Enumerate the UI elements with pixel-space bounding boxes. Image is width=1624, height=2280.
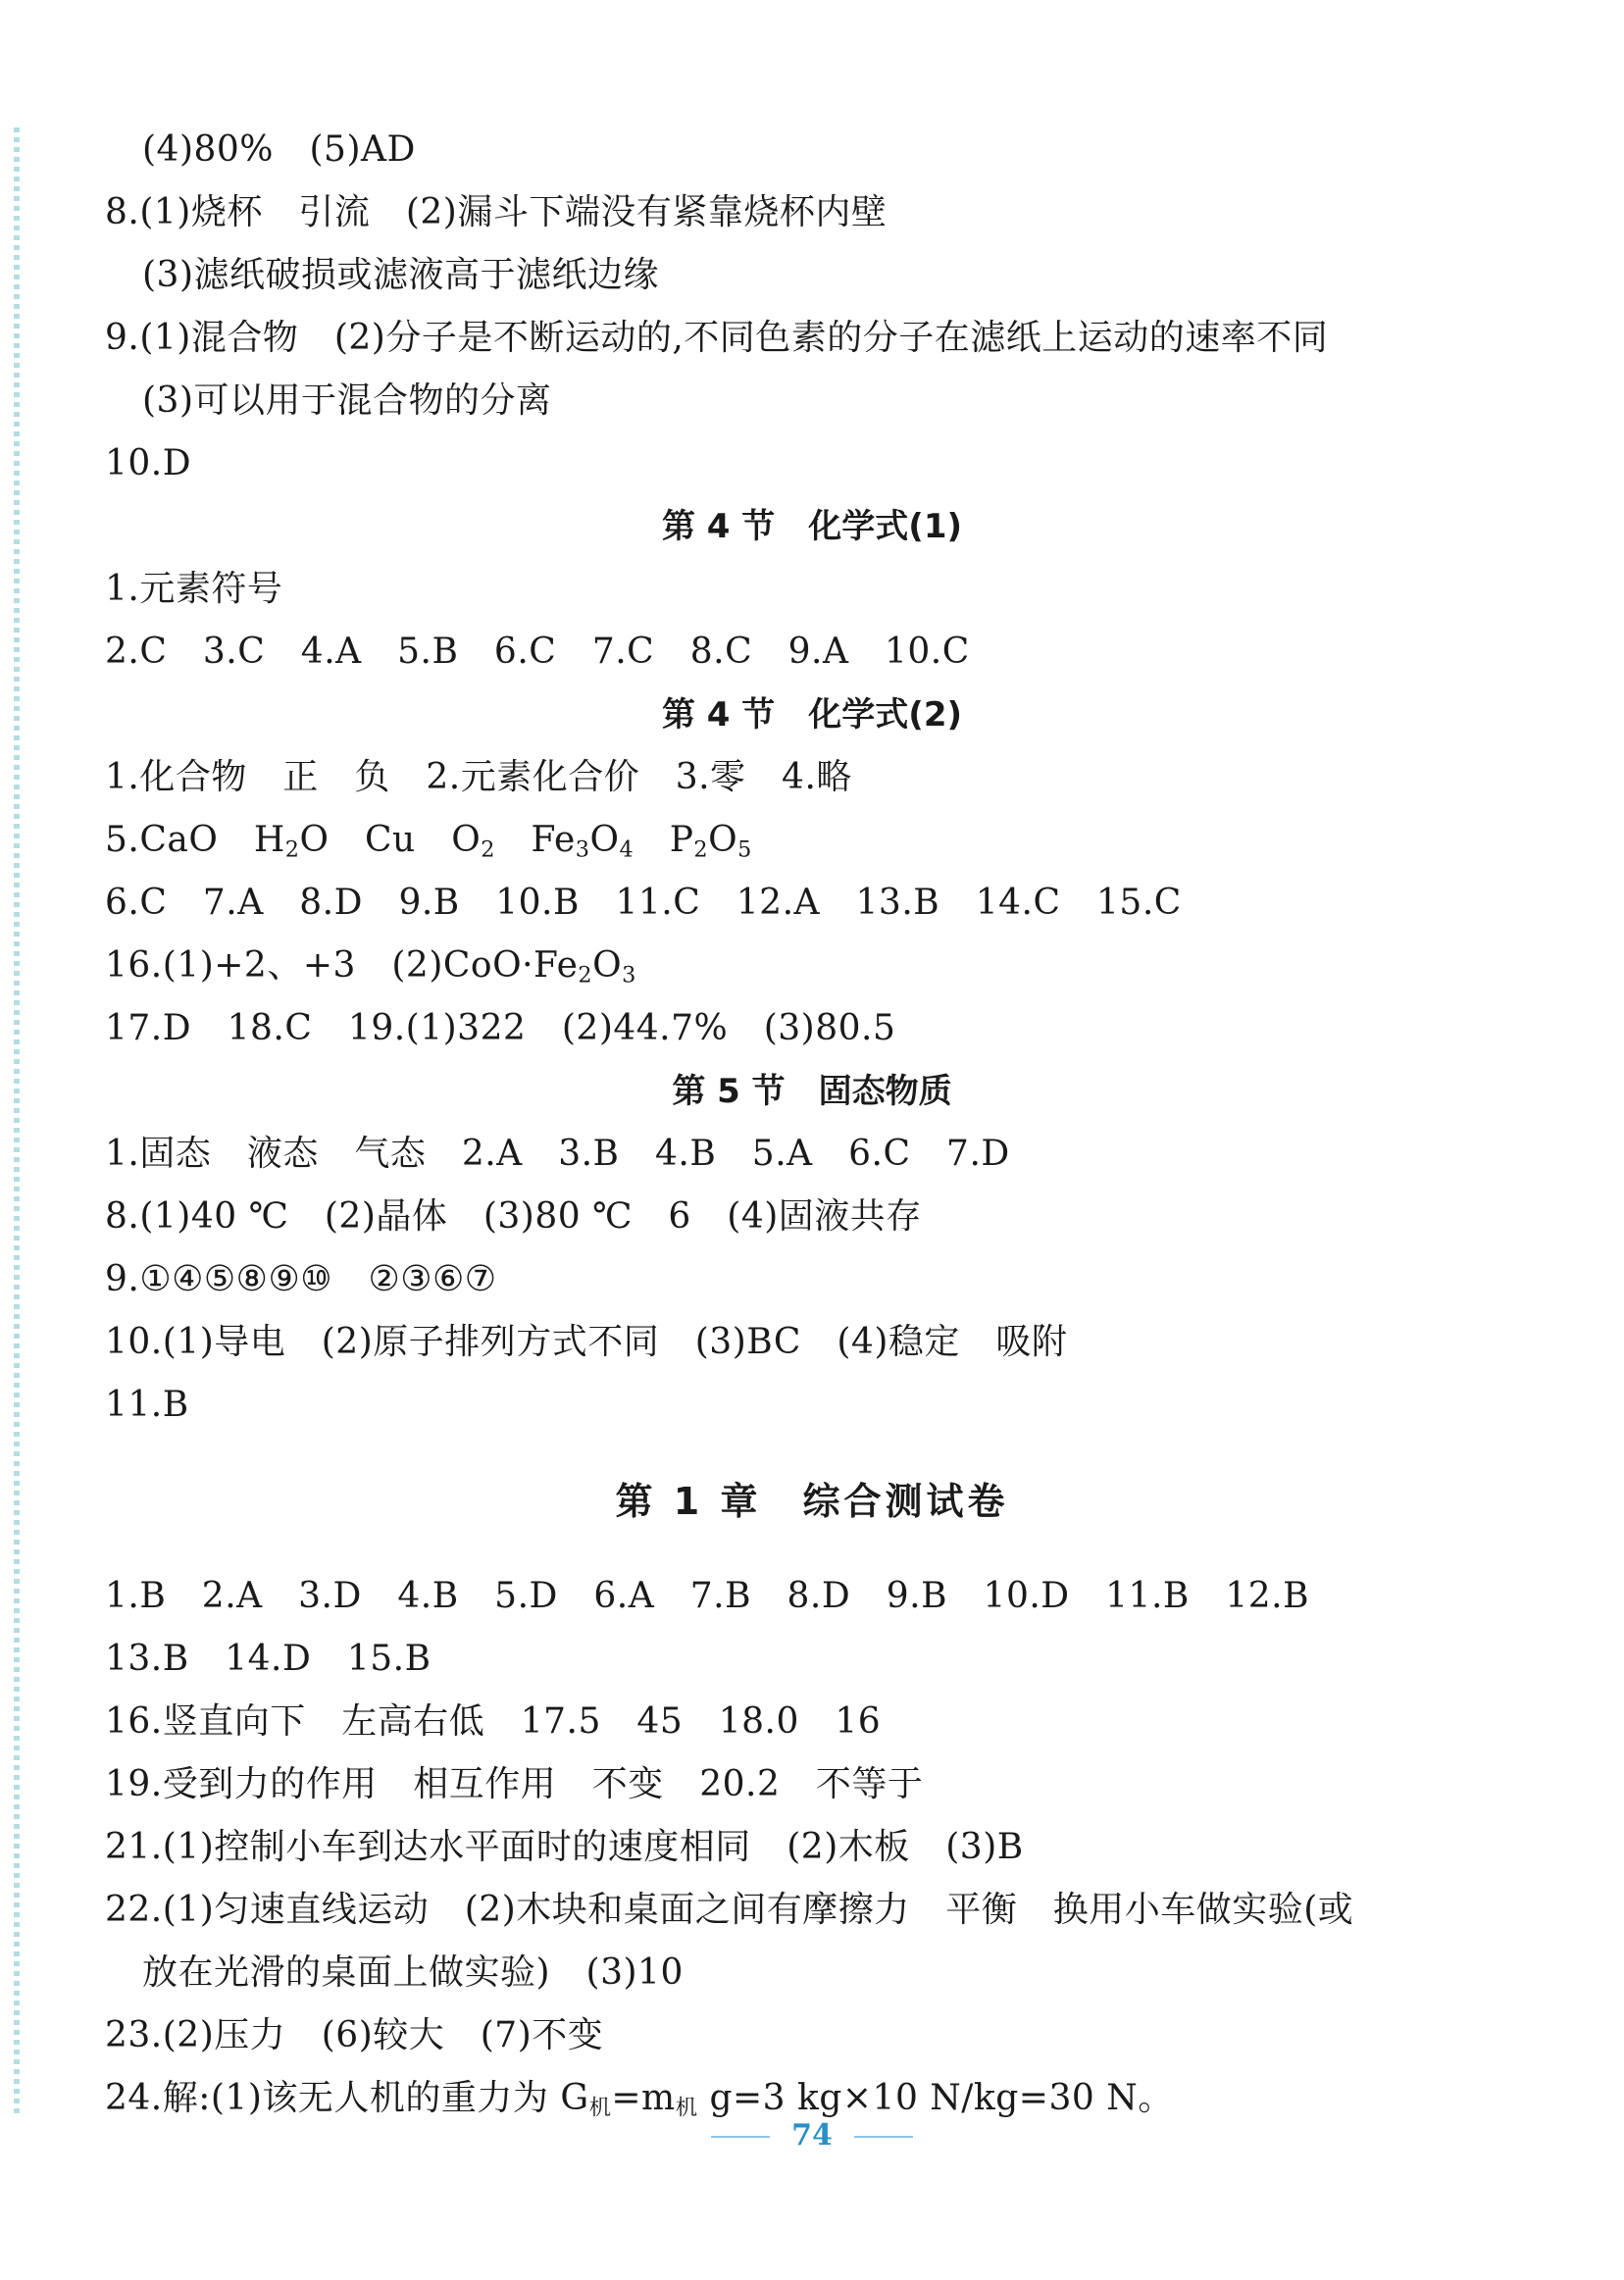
footer-rule-left <box>711 2136 770 2138</box>
answer-line: 1.固态 液态 气态 2.A 3.B 4.B 5.A 6.C 7.D <box>105 1134 1010 1174</box>
answer-line: 24.解:(1)该无人机的重力为 $G_机=m_机$ g=3 kg×10 N/kg=30 N。 <box>105 2078 1174 2121</box>
footer-rule-right <box>854 2136 913 2138</box>
answer-line: (3)滤纸破损或滤液高于滤纸边缘 <box>142 255 659 295</box>
answer-line: 8.(1)烧杯 引流 (2)漏斗下端没有紧靠烧杯内壁 <box>105 192 888 232</box>
answer-line: 23.(2)压力 (6)较大 (7)不变 <box>105 2015 604 2055</box>
answer-line: 10.(1)导电 (2)原子排列方式不同 (3)BC (4)稳定 吸附 <box>105 1322 1068 1362</box>
answer-line: 22.(1)匀速直线运动 (2)木块和桌面之间有摩擦力 平衡 换用小车做实验(或 <box>105 1890 1354 1930</box>
answer-line: 17.D 18.C 19.(1)322 (2)44.7% (3)80.5 <box>105 1008 896 1048</box>
answer-line: 16.竖直向下 左高右低 17.5 45 18.0 16 <box>105 1701 882 1742</box>
answer-line: 2.C 3.C 4.A 5.B 6.C 7.C 8.C 9.A 10.C <box>105 632 970 672</box>
answer-line: (3)可以用于混合物的分离 <box>142 380 552 421</box>
answer-line: 8.(1)40 ℃ (2)晶体 (3)80 ℃ 6 (4)固液共存 <box>105 1196 922 1237</box>
answer-line: 13.B 14.D 15.B <box>105 1639 431 1679</box>
answer-line: (4)80% (5)AD <box>142 129 416 170</box>
answer-line: 11.B <box>105 1385 189 1425</box>
answer-line: 1.化合物 正 负 2.元素化合价 3.零 4.略 <box>105 757 852 797</box>
answer-line: 1.元素符号 <box>105 569 283 609</box>
answer-line: 9.①④⑤⑧⑨⑩ ②③⑥⑦ <box>105 1259 497 1299</box>
answer-line: 9.(1)混合物 (2)分子是不断运动的,不同色素的分子在滤纸上运动的速率不同 <box>105 318 1329 358</box>
chapter-heading: 第 1 章 综合测试卷 <box>615 1480 1009 1523</box>
answer-line: 放在光滑的桌面上做实验) (3)10 <box>142 1952 684 1993</box>
answer-line: 10.D <box>105 443 192 483</box>
answer-line: 16.(1)+2、+3 $(2)CoO\cdot Fe_2O_3$ <box>105 945 636 988</box>
answer-line: 19.受到力的作用 相互作用 不变 20.2 不等于 <box>105 1764 924 1804</box>
answer-line: 1.B 2.A 3.D 4.B 5.D 6.A 7.B 8.D 9.B 10.D 11.B 12.B <box>105 1576 1310 1616</box>
section-heading: 第 5 节 固态物质 <box>672 1072 952 1111</box>
section-heading: 第 4 节 化学式(2) <box>661 695 963 735</box>
answer-line: 6.C 7.A 8.D 9.B 10.B 11.C 12.A 13.B 14.C 15.C <box>105 883 1182 923</box>
answer-line: 5.CaO $H_2O$ Cu $O_2$ $Fe_3O_4$ $P_2O_5$ <box>105 820 752 863</box>
answer-line: 21.(1)控制小车到达水平面时的速度相同 (2)木板 (3)B <box>105 1827 1024 1867</box>
page-number: 74 <box>791 2118 833 2153</box>
section-heading: 第 4 节 化学式(1) <box>661 507 963 546</box>
page-footer <box>0 2118 1624 2153</box>
margin-dotted-line <box>14 127 20 2118</box>
